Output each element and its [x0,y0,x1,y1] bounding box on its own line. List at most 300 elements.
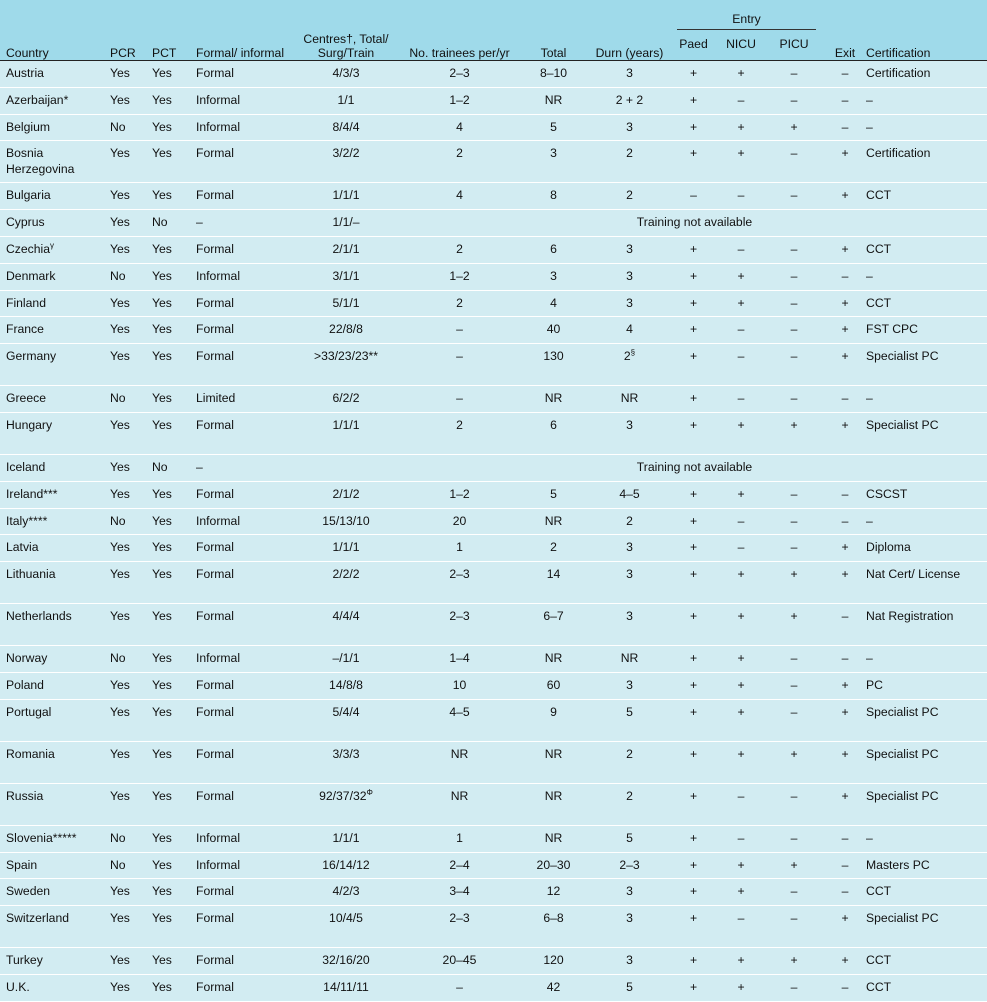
cell-exit: + [841,417,849,432]
cell-pct: Yes [152,884,172,899]
cell-total: 9 [550,704,557,719]
cell-total: 20–30 [536,857,571,872]
cell-durn: 5 [626,979,633,994]
cell-centres: 1/1/1 [332,830,360,845]
cell-pct: Yes [152,651,172,666]
cell-certification: – [866,92,873,107]
cell-nicu: – [737,322,745,337]
cell-pcr: Yes [110,746,130,761]
cell-pcr: Yes [110,295,130,310]
cell-certification: Specialist PC [866,911,939,926]
cell-certification: – [866,830,873,845]
cell-total: 5 [550,486,557,501]
cell-exit: – [841,979,849,994]
table-row [0,562,987,604]
cell-exit: – [841,119,849,134]
cell-country: Greece [6,391,46,406]
cell-durn: 2–3 [619,857,640,872]
cell-formal: Informal [196,513,241,528]
cell-certification: Masters PC [866,857,930,872]
cell-certification: CCT [866,953,892,968]
cell-country: Cyprus [6,215,45,230]
cell-trainees: 10 [452,677,467,692]
cell-country: Latvia [6,540,39,555]
cell-paed: + [689,609,698,624]
table-row [0,646,987,673]
cell-durn: 3 [626,268,633,283]
cell-durn: 2 + 2 [615,92,644,107]
cell-durn: 3 [626,609,633,624]
cell-exit: + [841,241,849,256]
cell-total: NR [544,746,563,761]
cell-formal: Formal [196,979,234,994]
table-row [0,317,987,344]
cell-durn: 3 [626,417,633,432]
cell-exit: + [841,146,849,161]
table-row [0,210,987,237]
cell-pcr: Yes [110,215,130,230]
cell-pcr: No [110,268,126,283]
cell-picu: – [790,788,798,803]
cell-formal: Formal [196,567,234,582]
cell-picu: – [790,911,798,926]
cell-trainees: NR [450,746,469,761]
cell-total: 40 [546,322,561,337]
cell-picu: – [790,704,798,719]
cell-exit: – [841,66,849,80]
cell-formal: Formal [196,788,234,803]
cell-exit: – [841,513,849,528]
cell-total: 5 [550,119,557,134]
cell-country: France [6,322,44,337]
header-durn: Durn (years) [595,46,664,60]
cell-total: 3 [550,268,557,283]
cell-pcr: No [110,830,126,845]
cell-total: NR [544,651,563,666]
table-row [0,825,987,852]
table-row [0,454,987,481]
cell-total: 4 [550,295,557,310]
cell-picu: – [790,979,798,994]
cell-trainees: – [456,322,463,337]
cell-country: Sweden [6,884,51,899]
table-row [0,412,987,454]
cell-pct: No [152,459,168,474]
cell-paed: + [689,391,698,406]
cell-formal: Limited [196,391,236,406]
cell-picu: – [790,295,798,310]
cell-paed: + [689,979,698,994]
cell-pcr: Yes [110,704,130,719]
header-picu: PICU [779,37,809,51]
cell-certification: Diploma [866,540,911,555]
cell-formal: Formal [196,911,234,926]
cell-picu: – [790,322,798,337]
cell-country: Czechia$^\gamma$ [6,240,55,256]
cell-pcr: Yes [110,486,130,501]
cell-durn: 2§ [623,348,636,364]
cell-centres: –/1/1 [332,651,360,666]
cell-trainees: 2–3 [449,609,470,624]
cell-trainees: 2 [456,295,463,310]
cell-country: U.K. [6,979,30,994]
cell-pct: Yes [152,857,172,872]
cell-total: 6–8 [543,911,564,926]
cell-trainees: 2 [456,417,463,432]
table-row [0,263,987,290]
cell-certification: Nat Registration [866,609,954,624]
cell-picu: – [790,830,798,845]
cell-pcr: Yes [110,979,130,994]
cell-exit: + [841,704,849,719]
header-entry: Entry [669,0,824,32]
cell-exit: + [841,788,849,803]
cell-nicu: + [737,746,745,761]
table-header [0,0,987,61]
cell-country: Hungary [6,417,53,432]
cell-pcr: Yes [110,609,130,624]
header-paed: Paed [679,37,708,51]
cell-total: 2 [550,540,557,555]
cell-nicu: + [737,295,745,310]
header-centres: Centres†, Total/ Surg/Train [303,32,389,60]
cell-pcr: Yes [110,66,130,80]
cell-nicu: – [737,92,745,107]
cell-picu: + [790,417,798,432]
cell-total: 8–10 [539,66,568,80]
cell-paed: + [689,567,698,582]
cell-country: Netherlands [6,609,72,624]
cell-pcr: Yes [110,92,130,107]
cell-centres: 1/1 [337,92,355,107]
cell-trainees: 2–3 [449,911,470,926]
cell-country: Portugal [6,704,52,719]
cell-formal: Informal [196,857,241,872]
header-country: Country [6,46,49,60]
table-row [0,87,987,114]
cell-pcr: No [110,857,126,872]
cell-pcr: Yes [110,911,130,926]
cell-durn: 5 [626,704,633,719]
cell-centres: $92/37/32^\Phi$ [319,787,373,803]
cell-country: Romania [6,746,55,761]
cell-trainees: – [456,349,463,364]
cell-paed: + [689,417,698,432]
cell-exit: + [841,188,849,203]
cell-country: Lithuania [6,567,56,582]
cell-durn: 4 [626,322,633,337]
cell-trainees: 20 [452,513,467,528]
cell-formal: Formal [196,349,234,364]
cell-trainees: 4 [456,119,463,134]
cell-pcr: Yes [110,322,130,337]
cell-picu: – [790,349,798,364]
cell-country: Norway [6,651,48,666]
header-certification: Certification [866,46,931,60]
cell-pcr: Yes [110,567,130,582]
cell-nicu: + [737,66,745,80]
cell-durn: 3 [626,540,633,555]
cell-pct: Yes [152,486,172,501]
cell-nicu: – [737,540,745,555]
cell-formal: Formal [196,241,234,256]
cell-pcr: No [110,391,126,406]
cell-total: 6 [550,417,557,432]
cell-pct: Yes [152,417,172,432]
cell-centres: 22/8/8 [329,322,363,337]
cell-paed: – [690,188,697,203]
cell-picu: + [790,609,798,624]
table-row [0,236,987,263]
cell-certification: Specialist PC [866,704,939,719]
cell-nicu: + [737,146,745,161]
table-row [0,948,987,975]
cell-paed: + [689,66,698,80]
cell-centres [290,454,402,481]
cell-certification: Specialist PC [866,349,939,364]
cell-nicu: + [737,567,745,582]
cell-durn: 3 [626,911,633,926]
cell-nicu: + [737,486,745,501]
cell-durn: 5 [626,830,633,845]
cell-exit: + [841,953,849,968]
cell-country: Slovenia***** [6,830,77,845]
cell-certification: CSCST [866,486,908,501]
cell-paed: + [689,651,698,666]
cell-certification: Certification [866,146,931,161]
cell-country: Austria [6,66,44,80]
cell-certification: Specialist PC [866,746,939,761]
cell-centres: 4/4/4 [332,609,360,624]
cell-centres: 1/1/1 [332,188,360,203]
cell-pcr: Yes [110,953,130,968]
cell-nicu: + [737,119,745,134]
cell-exit: + [841,295,849,310]
cell-picu: – [790,66,798,80]
cell-paed: + [689,322,698,337]
cell-trainees: 4–5 [449,704,470,719]
cell-exit: – [841,486,849,501]
cell-paed: + [689,349,698,364]
cell-centres: 2/1/1 [332,241,360,256]
cell-trainees: 2 [456,146,463,161]
cell-paed: + [689,911,698,926]
cell-total: NR [544,391,563,406]
cell-exit: + [841,911,849,926]
cell-certification: CCT [866,188,892,203]
cell-certification: CCT [866,241,892,256]
cell-centres: 2/1/2 [332,486,360,501]
cell-picu: – [790,486,798,501]
cell-trainees: – [456,979,463,994]
cell-certification: – [866,513,873,528]
cell-pct: Yes [152,609,172,624]
cell-country: Turkey [6,953,43,968]
cell-paed: + [689,857,698,872]
cell-nicu: + [737,953,745,968]
cell-country: Italy**** [6,513,48,528]
table-row [0,508,987,535]
cell-pcr: Yes [110,188,130,203]
cell-centres: 3/1/1 [332,268,360,283]
cell-pct: Yes [152,911,172,926]
cell-certification: – [866,268,873,283]
cell-picu: + [790,857,798,872]
cell-durn: 3 [626,953,633,968]
cell-centres: 1/1/1 [332,417,360,432]
cell-paed: + [689,953,698,968]
cell-certification: – [866,119,873,134]
cell-paed: + [689,677,698,692]
cell-pcr: Yes [110,884,130,899]
cell-durn: 2 [626,788,633,803]
table-row [0,974,987,1001]
cell-pct: Yes [152,513,172,528]
table-row [0,741,987,783]
cell-paed: + [689,295,698,310]
cell-formal: Formal [196,486,234,501]
cell-pcr: Yes [110,540,130,555]
cell-pct: Yes [152,540,172,555]
cell-nicu: – [737,241,745,256]
cell-trainees: 1–2 [449,92,470,107]
cell-centres: 4/3/3 [332,66,360,80]
cell-trainees: 1–4 [449,651,470,666]
cell-centres: 15/13/10 [322,513,370,528]
cell-paed: + [689,268,698,283]
cell-exit: – [841,609,849,624]
cell-pct: Yes [152,322,172,337]
cell-centres: 2/2/2 [332,567,360,582]
cell-certification: Nat Cert/ License [866,567,961,582]
cell-exit: – [841,884,849,899]
cell-certification: PC [866,677,883,692]
cell-total: 6 [550,241,557,256]
cell-formal: Formal [196,540,234,555]
cell-certification: Certification [866,66,931,80]
cell-centres: 14/11/11 [323,979,369,994]
cell-country: Russia [6,788,44,803]
cell-exit: – [841,830,849,845]
cell-total: 130 [543,349,564,364]
cell-pct: Yes [152,146,172,161]
cell-exit: – [841,651,849,666]
cell-pct: Yes [152,979,172,994]
table-row [0,672,987,699]
cell-centres: 32/16/20 [322,953,370,968]
cell-durn: 3 [626,66,633,80]
cell-durn: 3 [626,677,633,692]
cell-durn: NR [620,651,639,666]
table-row [0,114,987,141]
cell-formal: Formal [196,746,234,761]
table-row [0,604,987,646]
cell-pct: Yes [152,567,172,582]
cell-picu: – [790,540,798,555]
cell-formal: Informal [196,119,241,134]
table-row [0,783,987,825]
table-row [0,386,987,413]
cell-certification: Specialist PC [866,417,939,432]
cell-durn: 2 [626,746,633,761]
cell-not-available: Training not available [636,459,753,474]
cell-trainees: 4 [456,188,463,203]
cell-total: 3 [550,146,557,161]
header-pct: PCT [152,46,177,60]
cell-country: Belgium [6,119,51,134]
cell-country: Iceland [6,459,46,474]
cell-pcr: Yes [110,241,130,256]
cell-centres: 1/1/– [332,215,360,230]
cell-trainees: 2–4 [449,857,470,872]
table-row [0,290,987,317]
cell-exit: + [841,322,849,337]
cell-country: Azerbaijan* [6,92,69,107]
cell-formal: Formal [196,417,234,432]
cell-pct: No [152,215,168,230]
cell-total: 12 [546,884,561,899]
cell-nicu: + [737,857,745,872]
cell-exit: + [841,349,849,364]
cell-picu: – [790,92,798,107]
cell-picu: – [790,188,798,203]
cell-total: NR [544,92,563,107]
cell-picu: + [790,953,798,968]
cell-total: 42 [546,979,561,994]
header-trainees: No. trainees per/yr [409,46,510,60]
table-row [0,61,987,88]
cell-paed: + [689,830,698,845]
cell-total: 6–7 [543,609,564,624]
cell-formal: Formal [196,295,234,310]
cell-trainees: 1–2 [449,268,470,283]
cell-durn: 3 [626,241,633,256]
cell-nicu: – [737,513,745,528]
cell-country: Bosnia Herzegovina [6,146,75,177]
cell-pct: Yes [152,119,172,134]
cell-paed: + [689,513,698,528]
cell-pct: Yes [152,66,172,80]
cell-paed: + [689,146,698,161]
cell-durn: 2 [626,513,633,528]
cell-total: 8 [550,188,557,203]
cell-centres: 5/4/4 [332,704,360,719]
cell-pct: Yes [152,746,172,761]
cell-certification: Specialist PC [866,788,939,803]
cell-pcr: No [110,513,126,528]
cell-picu: – [790,651,798,666]
cell-durn: 3 [626,567,633,582]
cell-exit: – [841,268,849,283]
cell-certification: CCT [866,295,892,310]
cell-trainees: 3–4 [449,884,470,899]
cell-nicu: – [737,349,745,364]
cell-pct: Yes [152,677,172,692]
cell-total: 60 [546,677,561,692]
cell-country: Denmark [6,268,56,283]
cell-exit: – [841,391,849,406]
cell-exit: – [841,857,849,872]
cell-formal: – [196,215,203,230]
cell-paed: + [689,486,698,501]
table-row [0,879,987,906]
cell-trainees: – [456,391,463,406]
cell-exit: + [841,567,849,582]
cell-formal: Informal [196,651,241,666]
cell-nicu: – [737,788,745,803]
cell-nicu: + [737,884,745,899]
table-row [0,906,987,948]
